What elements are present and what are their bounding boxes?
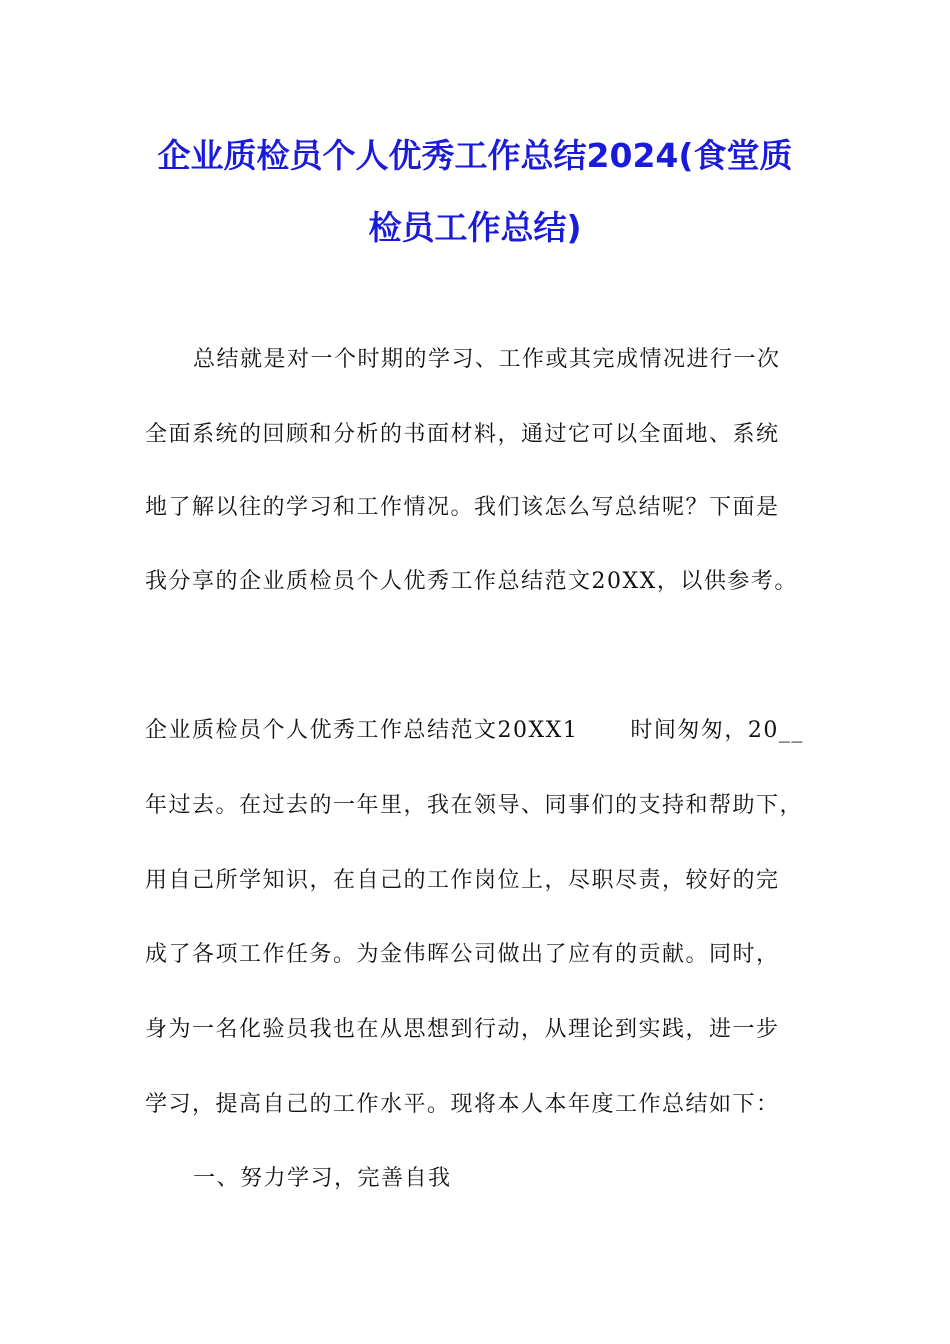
- intro-paragraph-line: 地了解以往的学习和工作情况。我们该怎么写总结呢？下面是: [145, 495, 780, 520]
- document-title-line-2: 检员工作总结): [368, 208, 582, 247]
- body-paragraph-line: 用自己所学知识，在自己的工作岗位上，尽职尽责，较好的完: [145, 868, 780, 893]
- intro-paragraph-line: 总结就是对一个时期的学习、工作或其完成情况进行一次: [193, 347, 781, 372]
- section-lead-text: 时间匆匆，20__: [630, 718, 804, 743]
- section-first-line: [145, 716, 825, 746]
- subsection-heading: 一、努力学习，完善自我: [193, 1166, 452, 1191]
- body-paragraph-line: 年过去。在过去的一年里，我在领导、同事们的支持和帮助下，: [145, 793, 804, 818]
- section-heading: 企业质检员个人优秀工作总结范文20XX1: [145, 718, 579, 743]
- body-paragraph-line: 学习，提高自己的工作水平。现将本人本年度工作总结如下：: [145, 1092, 780, 1117]
- body-paragraph-line: 成了各项工作任务。为金伟晖公司做出了应有的贡献。同时，: [145, 942, 780, 967]
- document-title-line-1: 企业质检员个人优秀工作总结2024(食堂质: [157, 136, 793, 175]
- intro-paragraph-line: 我分享的企业质检员个人优秀工作总结范文20XX，以供参考。: [145, 569, 798, 594]
- body-paragraph-line: 身为一名化验员我也在从思想到行动，从理论到实践，进一步: [145, 1017, 780, 1042]
- intro-paragraph-line: 全面系统的回顾和分析的书面材料，通过它可以全面地、系统: [145, 422, 780, 447]
